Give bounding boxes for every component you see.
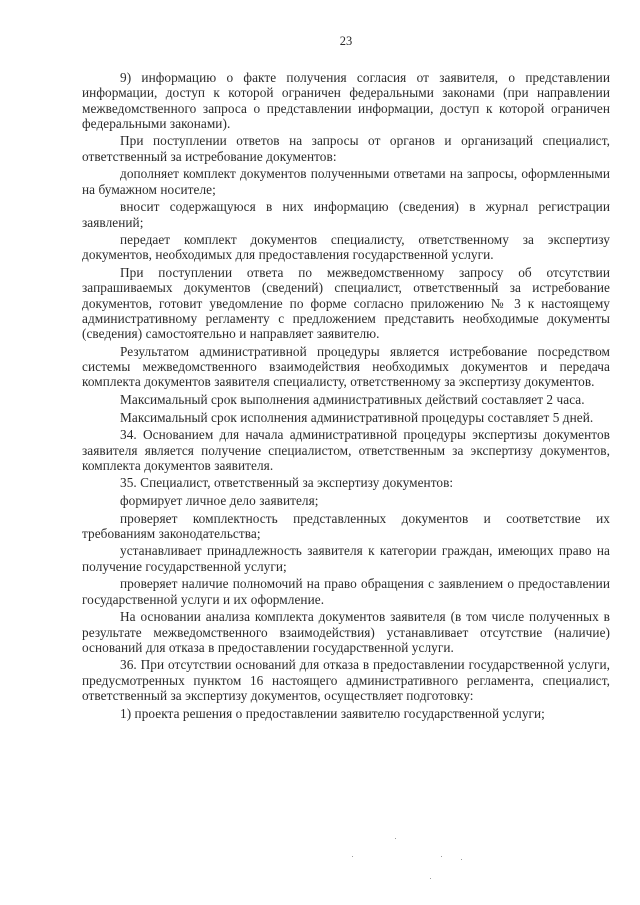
document-body bbox=[82, 70, 610, 721]
paragraph: проверяет наличие полномочий на право обращения с заявлением о предоставлении государственной услуги и их оформление. bbox=[82, 576, 610, 607]
scan-speck bbox=[395, 838, 396, 839]
scan-speck bbox=[430, 878, 431, 879]
scan-speck bbox=[352, 856, 353, 857]
paragraph: передает комплект документов специалисту, ответственному за экспертизу документов, необходимых для предоставления государственной услуги. bbox=[82, 232, 610, 263]
paragraph: На основании анализа комплекта документов заявителя (в том числе полученных в результате межведомственного взаимодействия) устанавливает отсутствие (наличие) оснований для отказа в предоставлении государственной услуги. bbox=[82, 609, 610, 655]
paragraph: формирует личное дело заявителя; bbox=[120, 492, 319, 508]
paragraph: При поступлении ответов на запросы от органов и организаций специалист, ответственный за истребование документов: bbox=[82, 133, 610, 164]
paragraph: При поступлении ответа по межведомственному запросу об отсутствии запрашиваемых документов (сведений) специалист, ответственный за истребование документов, готовит уведомление по форме согласно приложению № 3 к настоящему административному регламенту с предложением представить необходимые документы (сведения) самостоятельно и направляет заявителю. bbox=[82, 265, 610, 342]
paragraph: 34. Основанием для начала административной процедуры экспертизы документов заявителя является получение специалистом, ответственным за экспертизу документов, комплекта документов заявителя. bbox=[82, 427, 610, 473]
paragraph: 36. При отсутствии оснований для отказа в предоставлении государственной услуги, предусмотренных пунктом 16 настоящего административного регламента, специалист, ответственный за экспертизу документов, осуществляет подготовку: bbox=[82, 657, 610, 704]
paragraph: дополняет комплект документов полученными ответами на запросы, оформленными на бумажном носителе; bbox=[82, 166, 610, 197]
paragraph: устанавливает принадлежность заявителя к категории граждан, имеющих право на получение государственной услуги; bbox=[82, 543, 610, 574]
paragraph: Максимальный срок исполнения административной процедуры составляет 5 дней. bbox=[120, 409, 594, 425]
paragraph: 35. Специалист, ответственный за экспертизу документов: bbox=[120, 475, 454, 491]
paragraph: вносит содержащуюся в них информацию (сведения) в журнал регистрации заявлений; bbox=[82, 199, 610, 230]
scan-speck bbox=[461, 859, 462, 860]
paragraph: 1) проекта решения о предоставлении заявителю государственной услуги; bbox=[120, 705, 545, 721]
paragraph: Максимальный срок выполнения административных действий составляет 2 часа. bbox=[120, 392, 585, 408]
paragraph: 9) информацию о факте получения согласия от заявителя, о представлении информации, доступ к которой ограничен федеральными законами (при направлении межведомственного запроса о представлении информации, доступ к которой ограничен федеральными законами). bbox=[82, 70, 610, 131]
paragraph: Результатом административной процедуры является истребование посредством системы межведомственного взаимодействия необходимых документов и передача комплекта документов заявителя специалисту, ответственному за экспертизу документов. bbox=[82, 343, 610, 390]
scan-speck bbox=[441, 856, 442, 857]
paragraph: проверяет комплектность представленных документов и соответствие их требованиям законодательства; bbox=[82, 510, 610, 541]
page-number: 23 bbox=[339, 34, 353, 48]
